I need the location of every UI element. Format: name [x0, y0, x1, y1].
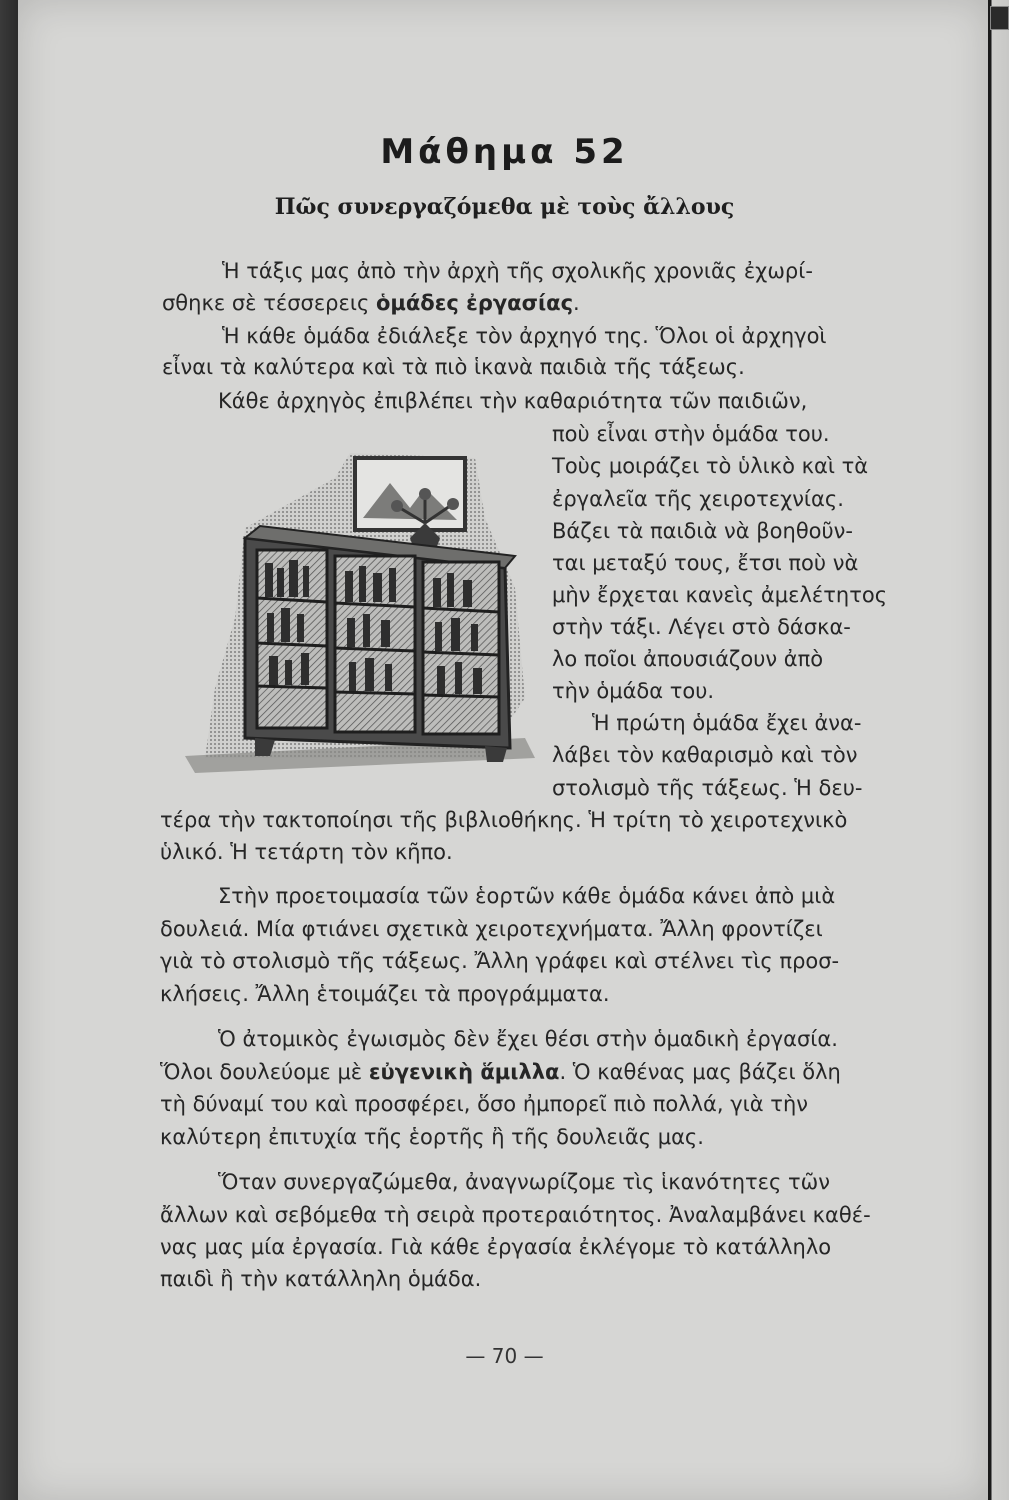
text-line: δουλειά. Μία φτιάνει σχετικὰ χειροτεχνήματα. Ἄλλη φροντίζει [160, 917, 823, 941]
text-line: τὴν ὁμάδα του. [552, 679, 715, 703]
text-line: ποὺ εἶναι στὴν ὁμάδα του. [552, 422, 830, 446]
text-line: νας μας μία ἐργασία. Γιὰ κάθε ἐργασία ἐκλέγομε τὸ κατάλληλο [160, 1235, 832, 1259]
lesson-subtitle: Πῶς συνεργαζόμεθα μὲ τοὺς ἄλλους [274, 194, 735, 220]
bold-term: ὁμάδες ἐργασίας [375, 291, 574, 315]
text-span: Ὅλοι δουλεύομε μὲ [160, 1060, 369, 1084]
text-line: γιὰ τὸ στολισμὸ τῆς τάξεως. Ἄλλη γράφει καὶ στέλνει τὶς προσ- [160, 949, 840, 973]
text-line: μὴν ἔρχεται κανεὶς ἀμελέτητος [552, 583, 888, 607]
text-line [160, 1058, 841, 1086]
text-line: στὴν τάξι. Λέγει στὸ δάσκα- [552, 615, 851, 639]
text-span: σθηκε σὲ τέσσερεις [162, 291, 376, 315]
text-line: Κάθε ἀρχηγὸς ἐπιβλέπει τὴν καθαριότητα τῶν παιδιῶν, [218, 389, 808, 413]
text-line: τέρα τὴν τακτοποίησι τῆς βιβλιοθήκης. Ἡ τρίτη τὸ χειροτεχνικὸ [160, 808, 848, 832]
bold-term: εὐγενικὴ ἅμιλλα [368, 1060, 560, 1084]
scan-left-edge [0, 0, 18, 1500]
text-line: λάβει τὸν καθαρισμὸ καὶ τὸν [552, 743, 858, 767]
scan-marker [990, 6, 1009, 30]
text-line: κλήσεις. Ἄλλη ἑτοιμάζει τὰ προγράμματα. [160, 982, 610, 1006]
text-line: Ὁ ἀτομικὸς ἐγωισμὸς δὲν ἔχει θέσι στὴν ὁμαδικὴ ἐργασία. [218, 1027, 838, 1051]
text-span: . Ὁ καθένας μας βάζει ὅλη [559, 1060, 841, 1084]
text-line: Ἡ κάθε ὁμάδα ἐδιάλεξε τὸν ἀρχηγό της. Ὅλοι οἱ ἀρχηγοὶ [222, 324, 827, 348]
text-line: Ἡ πρώτη ὁμάδα ἔχει ἀνα- [592, 711, 862, 735]
bookcase-illustration-icon [185, 438, 535, 778]
text-line [162, 289, 580, 317]
text-line: τὴ δύναμί του καὶ προσφέρει, ὅσο ἠμπορεῖ πιὸ πολλά, γιὰ τὴν [160, 1092, 808, 1116]
text-line: καλύτερη ἐπιτυχία τῆς ἑορτῆς ἢ τῆς δουλειᾶς μας. [160, 1125, 704, 1149]
text-line: λο ποῖοι ἀπουσιάζουν ἀπὸ [552, 647, 824, 671]
text-line: Βάζει τὰ παιδιὰ νὰ βοηθοῦν- [552, 519, 853, 543]
text-line: ἐργαλεῖα τῆς χειροτεχνίας. [552, 487, 844, 511]
text-line: Στὴν προετοιμασία τῶν ἑορτῶν κάθε ὁμάδα κάνει ἀπὸ μιὰ [218, 884, 836, 908]
page-number: — 70 — [465, 1344, 544, 1368]
text-line: Ὅταν συνεργαζώμεθα, ἀναγνωρίζομε τὶς ἱκανότητες τῶν [218, 1170, 830, 1194]
text-span: . [573, 291, 580, 315]
text-line: Ἡ τάξις μας ἀπὸ τὴν ἀρχὴ τῆς σχολικῆς χρονιᾶς ἐχωρί- [222, 259, 813, 283]
text-line: παιδὶ ἢ τὴν κατάλληλη ὁμάδα. [160, 1267, 482, 1291]
text-line: ὑλικό. Ἡ τετάρτη τὸν κῆπο. [160, 840, 453, 864]
text-line: εἶναι τὰ καλύτερα καὶ τὰ πιὸ ἱκανὰ παιδιὰ τῆς τάξεως. [162, 355, 745, 379]
text-line: ἄλλων καὶ σεβόμεθα τὴ σειρὰ προτεραιότητος. Ἀναλαμβάνει καθέ- [160, 1203, 871, 1227]
text-line: στολισμὸ τῆς τάξεως. Ἡ δευ- [552, 776, 863, 800]
scan-right-edge [988, 0, 1009, 1500]
text-line: ται μεταξύ τους, ἔτσι ποὺ νὰ [552, 551, 859, 575]
text-line: Τοὺς μοιράζει τὸ ὑλικὸ καὶ τὰ [552, 454, 869, 478]
lesson-title: Μάθημα 52 [380, 132, 629, 172]
